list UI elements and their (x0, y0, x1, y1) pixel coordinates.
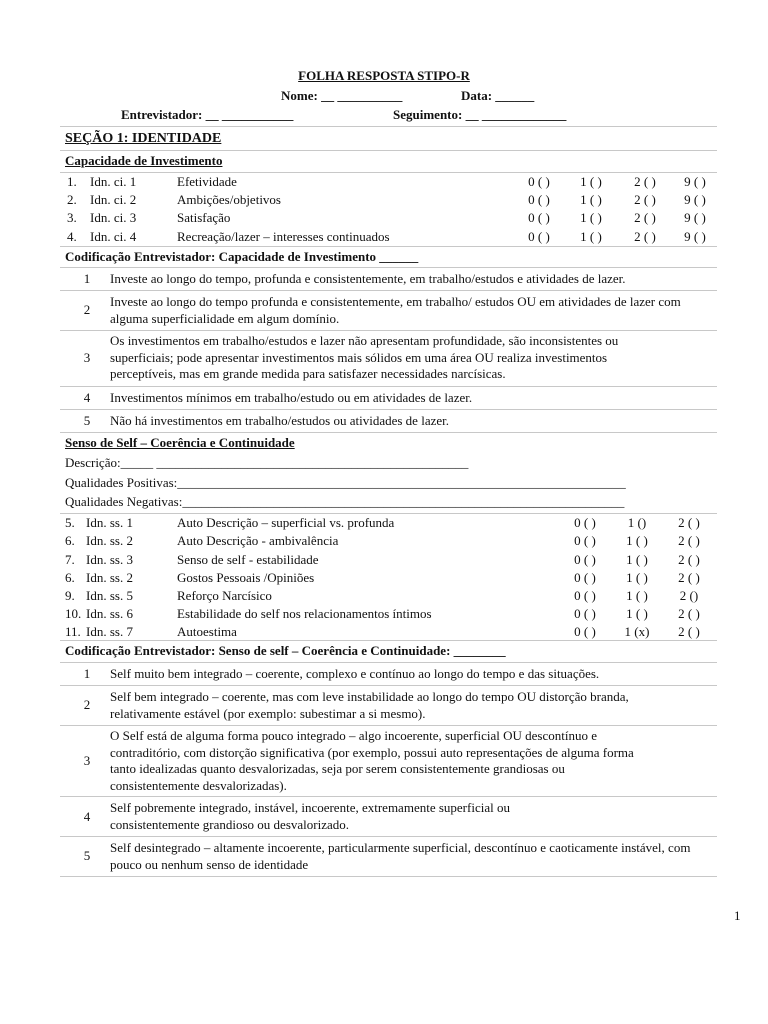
item-code: Idn. ss. 2 (86, 570, 133, 585)
score-0[interactable]: 0 ( ) (574, 552, 596, 567)
description-field[interactable]: Descrição:_____ ________________________________________________ (65, 455, 469, 470)
score-1[interactable]: 1 () (627, 515, 647, 530)
item-label: Estabilidade do self nos relacionamentos íntimos (177, 606, 432, 621)
score-2[interactable]: 2 ( ) (678, 552, 700, 567)
item-code: Idn. ss. 3 (86, 552, 133, 567)
score-2[interactable]: 2 ( ) (678, 570, 700, 585)
score-1[interactable]: 1 ( ) (626, 552, 648, 567)
item-code: Idn. ci. 1 (90, 174, 137, 189)
score-0[interactable]: 0 ( ) (574, 570, 596, 585)
coding-number: 5 (83, 848, 91, 863)
score-1[interactable]: 1 ( ) (580, 174, 602, 189)
score-1[interactable]: 1 ( ) (580, 192, 602, 207)
name-field[interactable]: Nome: __ __________ (281, 88, 403, 103)
self-heading: Senso de Self – Coerência e Continuidade (65, 435, 295, 450)
coding-description: Investe ao longo do tempo, profunda e consistentemente, em trabalho/estudos e atividades de lazer. (110, 271, 626, 286)
coding-number: 4 (83, 809, 91, 824)
score-2[interactable]: 2 ( ) (634, 229, 656, 244)
investment-heading: Capacidade de Investimento (65, 153, 223, 168)
negative-qualities-field[interactable]: Qualidades Negativas:____________________________________________________________________ (65, 494, 625, 509)
item-number: 1. (67, 174, 77, 189)
page-number: 1 (734, 908, 741, 923)
form-title: FOLHA RESPOSTA STIPO-R (298, 68, 470, 83)
coding-description: Investimentos mínimos em trabalho/estudo ou em atividades de lazer. (110, 390, 473, 405)
score-0[interactable]: 0 ( ) (574, 588, 596, 603)
score-0[interactable]: 0 ( ) (574, 533, 596, 548)
score-9[interactable]: 9 ( ) (684, 229, 706, 244)
score-2[interactable]: 2 ( ) (678, 624, 700, 639)
score-2[interactable]: 2 ( ) (678, 606, 700, 621)
self-coding-title[interactable]: Codificação Entrevistador: Senso de self – Coerência e Continuidade: ________ (65, 643, 506, 658)
score-2[interactable]: 2 ( ) (634, 210, 656, 225)
item-code: Idn. ss. 1 (86, 515, 133, 530)
score-2[interactable]: 2 ( ) (678, 515, 700, 530)
item-number: 6. (65, 570, 75, 585)
score-2[interactable]: 2 () (679, 588, 699, 603)
item-code: Idn. ss. 7 (86, 624, 133, 639)
item-code: Idn. ss. 6 (86, 606, 133, 621)
score-0[interactable]: 0 ( ) (528, 174, 550, 189)
item-number: 7. (65, 552, 75, 567)
item-label: Auto Descrição - ambivalência (177, 533, 339, 548)
coding-number: 4 (83, 390, 91, 405)
score-1[interactable]: 1 ( ) (580, 210, 602, 225)
item-number: 10. (65, 606, 82, 621)
score-1[interactable]: 1 (x) (624, 624, 650, 639)
coding-description: Self bem integrado – coerente, mas com leve instabilidade ao longo do tempo OU distorção branda, relativamente estável (por exemplo: subestimar a si mesmo). (110, 689, 629, 721)
followup-field[interactable]: Seguimento: __ _____________ (393, 107, 567, 122)
item-label: Senso de self - estabilidade (177, 552, 319, 567)
date-field[interactable]: Data: ______ (461, 88, 535, 103)
item-label: Efetividade (177, 174, 237, 189)
item-label: Auto Descrição – superficial vs. profunda (177, 515, 395, 530)
investment-coding-title[interactable]: Codificação Entrevistador: Capacidade de Investimento ______ (65, 249, 419, 264)
item-code: Idn. ci. 4 (90, 229, 137, 244)
score-1[interactable]: 1 ( ) (626, 606, 648, 621)
score-1[interactable]: 1 ( ) (626, 588, 648, 603)
item-label: Autoestima (177, 624, 237, 639)
score-2[interactable]: 2 ( ) (678, 533, 700, 548)
score-0[interactable]: 0 ( ) (574, 624, 596, 639)
item-code: Idn. ss. 5 (86, 588, 133, 603)
score-1[interactable]: 1 ( ) (626, 533, 648, 548)
item-code: Idn. ci. 2 (90, 192, 137, 207)
score-0[interactable]: 0 ( ) (528, 210, 550, 225)
coding-number: 3 (83, 753, 91, 768)
score-0[interactable]: 0 ( ) (528, 192, 550, 207)
score-1[interactable]: 1 ( ) (626, 570, 648, 585)
item-label: Ambições/objetivos (177, 192, 281, 207)
item-number: 11. (65, 624, 81, 639)
coding-description: Investe ao longo do tempo profunda e consistentemente, em trabalho/ estudos OU em atividades de lazer com alguma superficialidade em algum domínio. (110, 294, 681, 326)
item-label: Recreação/lazer – interesses continuados (177, 229, 390, 244)
coding-number: 1 (83, 666, 91, 681)
coding-description: Não há investimentos em trabalho/estudos ou atividades de lazer. (110, 413, 449, 428)
coding-description: O Self está de alguma forma pouco integrado – algo incoerente, superficial OU descontínuo e contraditório, com distorção significativa (por exemplo, possui auto representações de alguma forma tanto idealizadas quanto desvalorizadas, seja por serem consistentemente grandiosas ou consistentemente desvalorizadas). (110, 728, 634, 793)
score-9[interactable]: 9 ( ) (684, 210, 706, 225)
score-0[interactable]: 0 ( ) (574, 606, 596, 621)
item-number: 2. (67, 192, 77, 207)
coding-description: Self pobremente integrado, instável, incoerente, extremamente superficial ou consistentemente grandioso ou desvalorizado. (110, 800, 510, 832)
interviewer-field[interactable]: Entrevistador: __ ___________ (121, 107, 294, 122)
score-1[interactable]: 1 ( ) (580, 229, 602, 244)
item-label: Satisfação (177, 210, 231, 225)
positive-qualities-field[interactable]: Qualidades Positivas:_____________________________________________________________________ (65, 475, 626, 490)
coding-description: Self muito bem integrado – coerente, complexo e contínuo ao longo do tempo e das situações. (110, 666, 600, 681)
item-label: Reforço Narcísico (177, 588, 272, 603)
score-0[interactable]: 0 ( ) (528, 229, 550, 244)
item-code: Idn. ss. 2 (86, 533, 133, 548)
item-label: Gostos Pessoais /Opiniões (177, 570, 315, 585)
coding-number: 2 (83, 697, 91, 712)
item-number: 6. (65, 533, 75, 548)
coding-number: 2 (83, 302, 91, 317)
item-number: 4. (67, 229, 77, 244)
item-number: 3. (67, 210, 77, 225)
coding-number: 3 (83, 350, 91, 365)
item-code: Idn. ci. 3 (90, 210, 137, 225)
item-number: 5. (65, 515, 75, 530)
score-9[interactable]: 9 ( ) (684, 192, 706, 207)
section-title: SEÇÃO 1: IDENTIDADE (65, 131, 222, 146)
coding-description: Os investimentos em trabalho/estudos e lazer não apresentam profundidade, são inconsistentes ou superficiais; pode apresentar investimentos mais sólidos em uma área OU realiza investimentos perceptíveis, mas em grande medida para satisfazer necessidades narcísicas. (110, 333, 619, 381)
coding-number: 1 (83, 271, 91, 286)
item-number: 9. (65, 588, 75, 603)
score-9[interactable]: 9 ( ) (684, 174, 706, 189)
score-0[interactable]: 0 ( ) (574, 515, 596, 530)
score-2[interactable]: 2 ( ) (634, 174, 656, 189)
coding-description: Self desintegrado – altamente incoerente, particularmente superficial, descontínuo e caoticamente instável, com pouco ou nenhum senso de identidade (110, 840, 691, 872)
score-2[interactable]: 2 ( ) (634, 192, 656, 207)
coding-number: 5 (83, 413, 91, 428)
